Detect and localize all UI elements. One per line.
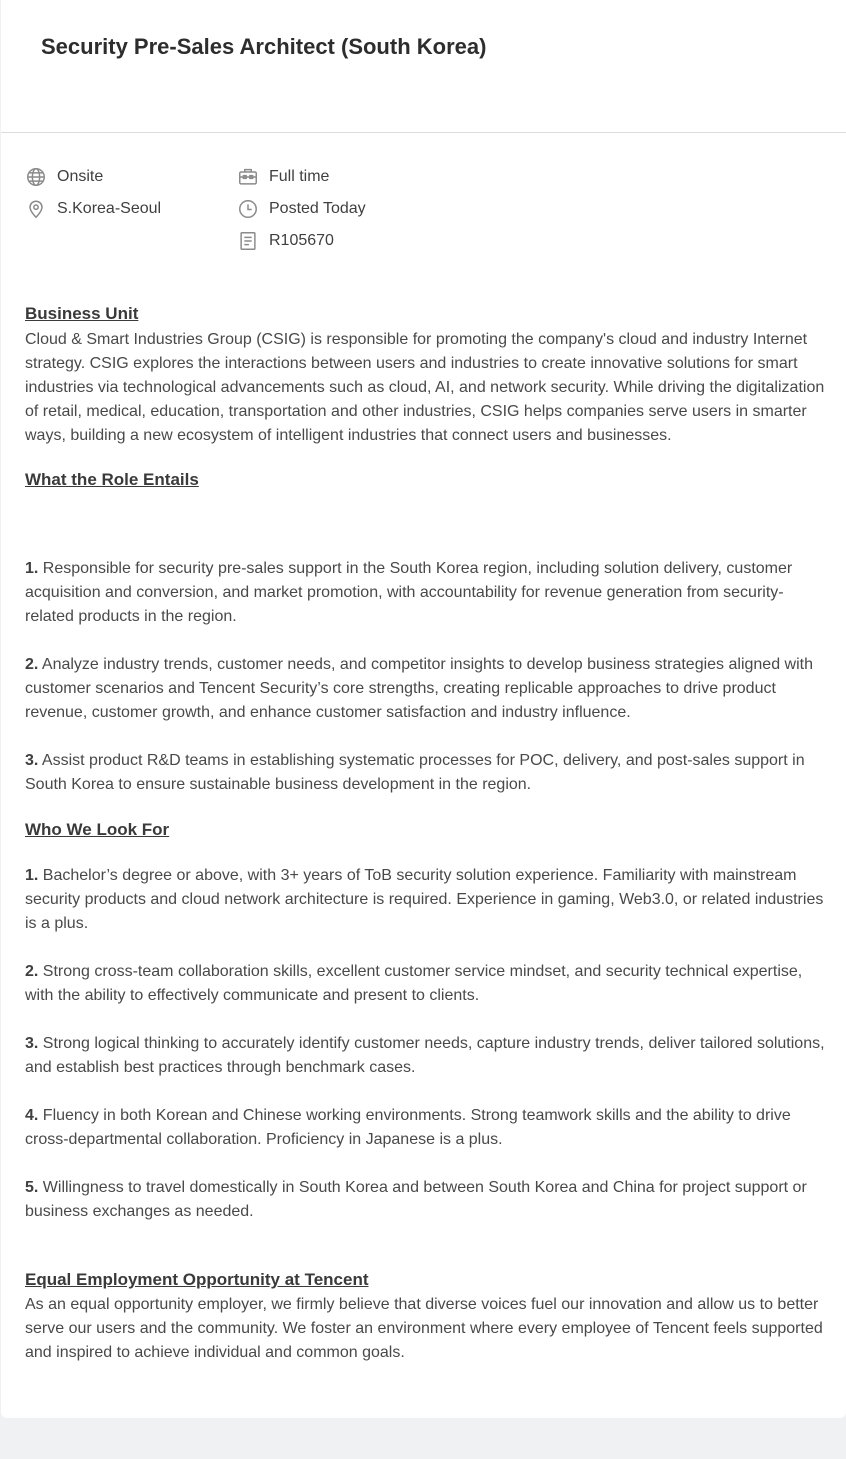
list-item-text: Responsible for security pre-sales support in the South Korea region, including solution delivery, customer acquisition and conversion, and market promotion, with accountability for revenue generation from security-related products in the region. <box>25 560 793 625</box>
list-item-text: Strong logical thinking to accurately identify customer needs, capture industry trends, deliver tailored solutions, and establish best practices through benchmark cases. <box>25 1035 825 1076</box>
location <box>25 196 161 222</box>
list-item-number: 3. <box>25 1035 39 1052</box>
section-heading-look-for: Who We Look For <box>25 820 170 839</box>
list-item-text: Fluency in both Korean and Chinese working environments. Strong teamwork skills and the ability to drive cross-departmental collaboration. Proficiency in Japanese is a plus. <box>25 1107 791 1148</box>
list-item-text: Assist product R&D teams in establishing systematic processes for POC, delivery, and post-sales support in South Korea to ensure sustainable business development in the region. <box>25 752 805 793</box>
business-unit-text: Cloud & Smart Industries Group (CSIG) is responsible for promoting the company's cloud and industry Internet strategy. CSIG explores the interactions between users and industries to create innovative solutions for smart industries via technological advancements such as cloud, AI, and network security. While driving the digitalization of retail, medical, education, transportation and other industries, CSIG helps companies serve users in smarter ways, building a new ecosystem of intelligent industries that connect users and businesses. <box>25 331 825 444</box>
list-item <box>25 653 825 725</box>
list-item-number: 3. <box>25 752 39 769</box>
requisition-id-label: R105670 <box>269 232 334 249</box>
list-item-text: Willingness to travel domestically in South Korea and between South Korea and China for project support or business exchanges as needed. <box>25 1179 807 1220</box>
list-item-number: 1. <box>25 560 39 577</box>
list-item-number: 2. <box>25 963 39 980</box>
job-detail-card <box>1 0 846 1418</box>
job-header <box>1 0 846 133</box>
globe-icon <box>25 166 47 188</box>
eeo-text: As an equal opportunity employer, we firmly believe that diverse voices fuel our innovation and allow us to better serve our users and the community. We foster an environment where every employee of Tencent feels supported and inspired to achieve individual and common goals. <box>25 1296 823 1361</box>
list-item <box>25 749 825 797</box>
section-heading-role: What the Role Entails <box>25 470 199 489</box>
work-mode <box>25 164 103 190</box>
section-heading-eeo: Equal Employment Opportunity at Tencent <box>25 1270 369 1289</box>
list-item <box>25 557 825 629</box>
list-item <box>25 864 825 936</box>
list-item-number: 5. <box>25 1179 39 1196</box>
employment-type <box>237 164 329 190</box>
list-item-number: 4. <box>25 1107 39 1124</box>
posted-date <box>237 196 366 222</box>
location-label: S.Korea-Seoul <box>57 200 162 217</box>
section-heading-business-unit: Business Unit <box>25 304 139 323</box>
list-item-text: Strong cross-team collaboration skills, excellent customer service mindset, and security technical expertise, with the ability to effectively communicate and present to clients. <box>25 963 803 1004</box>
list-item <box>25 1032 825 1080</box>
list-item-text: Analyze industry trends, customer needs, and competitor insights to develop business strategies aligned with customer scenarios and Tencent Security’s core strengths, creating replicable approaches to drive product revenue, customer growth, and enhance customer satisfaction and industry influence. <box>25 656 813 721</box>
list-item <box>25 1176 825 1224</box>
briefcase-icon <box>237 166 259 188</box>
list-item <box>25 960 825 1008</box>
job-meta <box>1 164 846 264</box>
job-title: Security Pre-Sales Architect (South Korea) <box>41 34 487 59</box>
map-pin-icon <box>25 198 47 220</box>
clock-icon <box>237 198 259 220</box>
list-item-number: 1. <box>25 867 39 884</box>
posted-label: Posted Today <box>269 200 366 217</box>
list-item <box>25 1104 825 1152</box>
list-item-text: Bachelor’s degree or above, with 3+ years of ToB security solution experience. Familiarity with mainstream security products and cloud network architecture is required. Experience in gaming, Web3.0, or related industries is a plus. <box>25 867 824 932</box>
work-mode-label: Onsite <box>57 168 104 185</box>
list-item-number: 2. <box>25 656 39 673</box>
employment-type-label: Full time <box>269 168 330 185</box>
document-icon <box>237 230 259 252</box>
requisition-id <box>237 228 334 254</box>
